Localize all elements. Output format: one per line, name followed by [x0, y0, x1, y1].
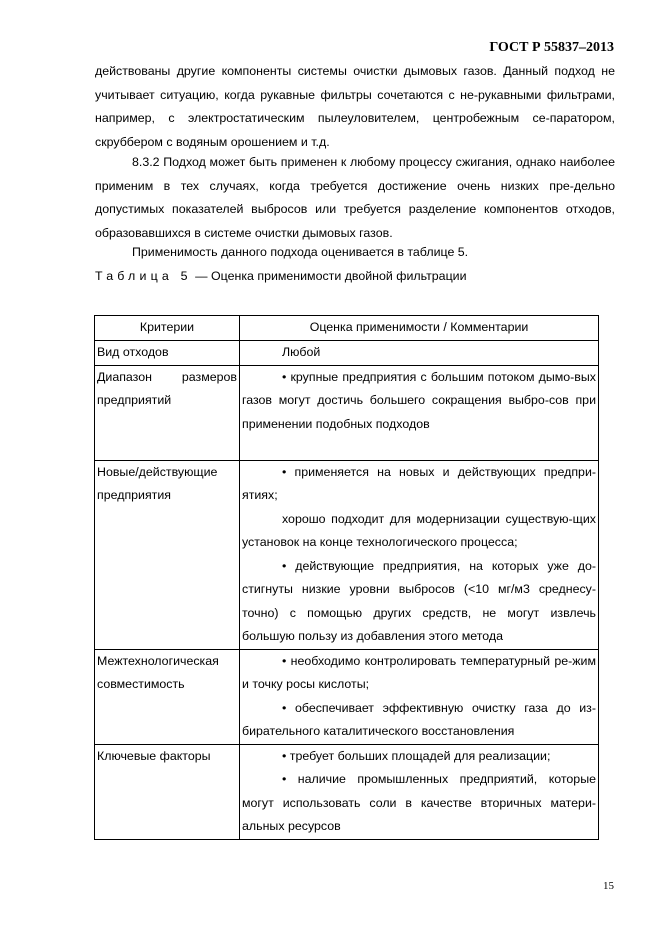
comment-line: хорошо подходит для модернизации существую-щих установок на конце технологического процесса;: [242, 511, 596, 549]
table-caption-label: Таблица 5: [95, 269, 192, 283]
comment-cell: [240, 649, 599, 744]
comment-line: • необходимо контролировать температурный ре-жим и точку росы кислоты;: [242, 653, 596, 691]
criterion-cell: [95, 365, 240, 460]
comment-line: • крупные предприятия с большим потоком дымо-вых газов могут достичь большего сокращения выбро-сов при применении подобных подходов: [242, 369, 596, 431]
header-assessment: Оценка применимости / Комментарии: [240, 316, 599, 341]
comment-cell: [240, 341, 599, 366]
table-row: [95, 365, 599, 460]
table-row: [95, 744, 599, 839]
comment-cell: [240, 744, 599, 839]
page-number: 15: [603, 880, 614, 892]
table-row: [95, 649, 599, 744]
comment-line: Любой: [282, 345, 321, 359]
criterion-cell: Межтехнологическая совместимость: [95, 649, 240, 744]
criterion-cell: Вид отходов: [95, 341, 240, 366]
criterion-cell: Новые/действующие предприятия: [95, 460, 240, 649]
comment-line: • наличие промышленных предприятий, которые могут использовать соли в качестве вторичных матери-альных ресурсов: [242, 772, 596, 833]
comment-cell: [240, 460, 599, 649]
table-caption-title: — Оценка применимости двойной фильтрации: [195, 269, 467, 283]
comment-line: • применяется на новых и действующих предпри-ятиях;: [242, 464, 596, 502]
header-criteria: Критерии: [95, 316, 240, 341]
comment-line: • требует больших площадей для реализации;: [282, 748, 551, 763]
comment-line: • действующие предприятия, на которых уже до-стигнуты низкие уровни выбросов (<10 мг/м3 среднесу-точно) с помощью других средств, не могут извлечь большую пользу из добавления этого метода: [242, 558, 596, 643]
table-caption: [95, 265, 467, 289]
table-header-row: [95, 316, 599, 341]
applicability-table: [94, 315, 599, 840]
table-row: [95, 341, 599, 366]
document-header: ГОСТ Р 55837–2013: [489, 40, 614, 55]
table-row: [95, 460, 599, 649]
comment-cell: [240, 365, 599, 460]
comment-line: • обеспечивает эффективную очистку газа до из-бирательного каталитического восстановления: [242, 700, 596, 738]
criterion-text: Диапазон размеров предприятий: [97, 369, 237, 407]
criterion-cell: Ключевые факторы: [95, 744, 240, 839]
body-paragraph-1: действованы другие компоненты системы очистки дымовых газов. Данный подход не учитывает ситуацию, когда рукавные фильтры сочетаются с не-рукавными фильтрами, например, с электростатическим пылеуловителем, центробежным се-паратором, скруббером с водяным орошением и т.д.: [95, 64, 615, 149]
body-paragraph-3: Применимость данного подхода оценивается в таблице 5.: [132, 245, 469, 259]
body-paragraph-2: 8.3.2 Подход может быть применен к любому процессу сжигания, однако наиболее применим в тех случаях, когда требуется достижение очень низких пре-дельно допустимых показателей выбросов или требуется разделение компонентов отходов, образовавшихся в системе очистки дымовых газов.: [95, 155, 615, 240]
